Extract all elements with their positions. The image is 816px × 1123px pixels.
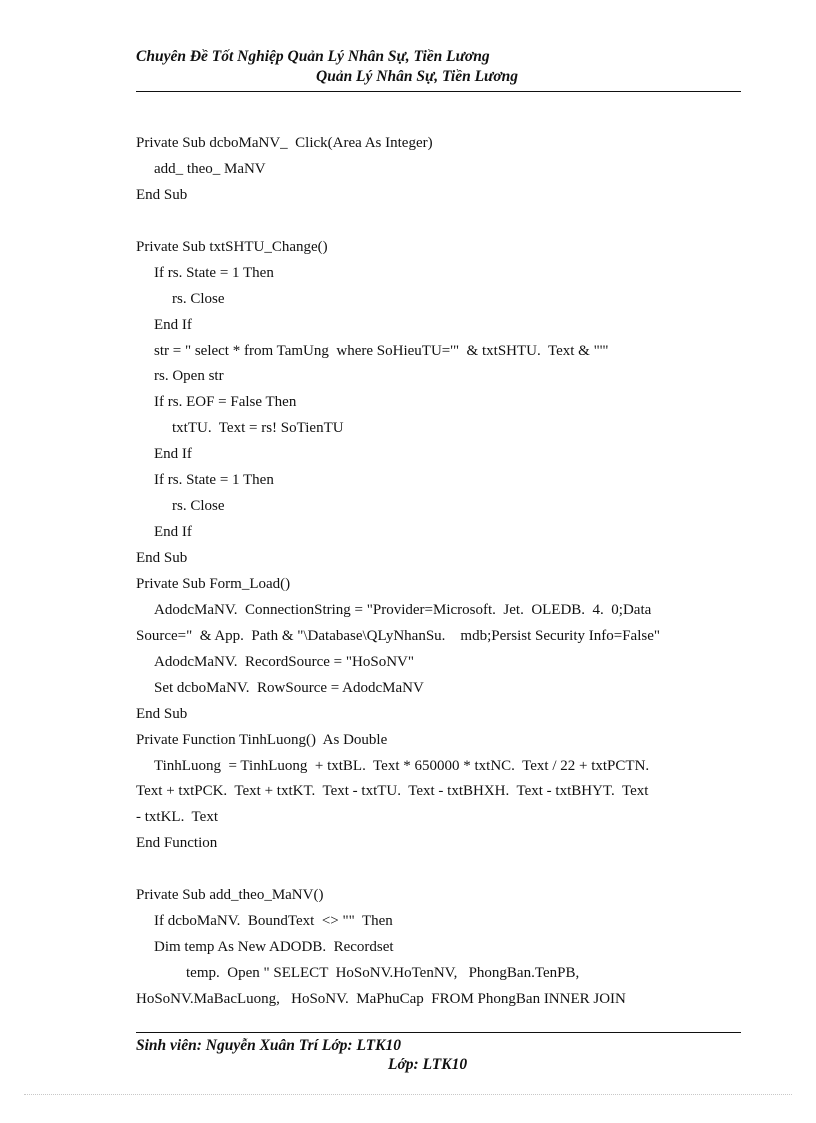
page-bottom-dotted-border bbox=[24, 1094, 792, 1095]
code-line: str = " select * from TamUng where SoHieuTU='" & txtSHTU. Text & "'" bbox=[154, 342, 609, 359]
code-line: Private Sub txtSHTU_Change() bbox=[136, 238, 328, 255]
blank-line bbox=[136, 209, 746, 235]
header-rule bbox=[136, 91, 741, 92]
code-line: add_ theo_ MaNV bbox=[154, 160, 266, 177]
code-line: - txtKL. Text bbox=[136, 809, 218, 826]
code-line: Source=" & App. Path & "\Database\QLyNhanSu. mdb;Persist Security Info=False" bbox=[136, 627, 660, 644]
code-line: If rs. State = 1 Then bbox=[154, 472, 274, 489]
code-line: Private Sub dcboMaNV_ Click(Area As Integer) bbox=[136, 135, 433, 151]
header-title: Chuyên Đề Tốt Nghiệp Quản Lý Nhân Sự, Tiền Lương bbox=[136, 48, 490, 65]
code-line: End Sub bbox=[136, 186, 188, 203]
code-line: End Sub bbox=[136, 705, 188, 722]
code-line: HoSoNV.MaBacLuong, HoSoNV. MaPhuCap FROM PhongBan INNER JOIN bbox=[136, 990, 626, 1007]
code-line: rs. Open str bbox=[154, 368, 224, 385]
code-line: If rs. State = 1 Then bbox=[154, 264, 274, 281]
code-line: rs. Close bbox=[172, 290, 225, 307]
code-line: AdodcMaNV. RecordSource = "HoSoNV" bbox=[154, 653, 414, 670]
code-line: txtTU. Text = rs! SoTienTU bbox=[172, 420, 344, 437]
code-line: Dim temp As New ADODB. Recordset bbox=[154, 939, 394, 956]
footer-class: Lớp: LTK10 bbox=[388, 1056, 468, 1073]
code-line: Private Sub add_theo_MaNV() bbox=[136, 887, 324, 904]
code-line: TinhLuong = TinhLuong + txtBL. Text * 650000 * txtNC. Text / 22 + txtPCTN. bbox=[154, 757, 650, 774]
code-line: End If bbox=[154, 316, 192, 333]
code-line: If dcboMaNV. BoundText <> "" Then bbox=[154, 913, 393, 930]
code-line: End If bbox=[154, 446, 192, 463]
code-line: temp. Open " SELECT HoSoNV.HoTenNV, PhongBan.TenPB, bbox=[186, 965, 580, 981]
code-line: Private Sub Form_Load() bbox=[136, 575, 291, 592]
code-line: End If bbox=[154, 524, 192, 541]
code-line: End Function bbox=[136, 835, 218, 852]
code-line: End Sub bbox=[136, 550, 188, 566]
code-line: Set dcboMaNV. RowSource = AdodcMaNV bbox=[154, 679, 424, 696]
header-subtitle: Quản Lý Nhân Sự, Tiền Lương bbox=[316, 68, 519, 85]
code-line: Private Function TinhLuong() As Double bbox=[136, 731, 388, 748]
footer-student: Sinh viên: Nguyễn Xuân Trí Lớp: LTK10 bbox=[136, 1037, 401, 1054]
code-line: If rs. EOF = False Then bbox=[154, 394, 297, 411]
code-listing bbox=[136, 131, 746, 1013]
code-line: AdodcMaNV. ConnectionString = "Provider=Microsoft. Jet. OLEDB. 4. 0;Data bbox=[154, 601, 652, 618]
blank-line bbox=[136, 857, 746, 883]
code-line: rs. Close bbox=[172, 498, 225, 515]
code-line: Text + txtPCK. Text + txtKT. Text - txtTU. Text - txtBHXH. Text - txtBHYT. Text bbox=[136, 783, 649, 800]
footer-rule bbox=[136, 1032, 741, 1033]
